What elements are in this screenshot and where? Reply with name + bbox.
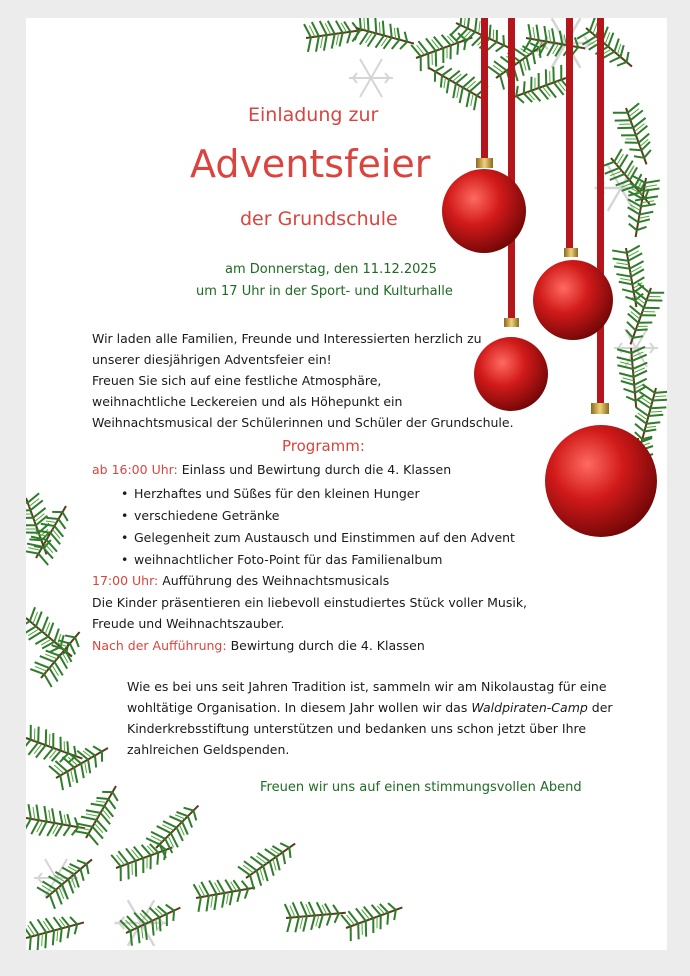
program-time: Nach der Aufführung: [92,638,227,653]
intro-line: unserer diesjährigen Adventsfeier ein! [92,352,332,367]
program-item-1 [92,459,451,480]
program-time: ab 16:00 Uhr: [92,462,178,477]
title-line-1: Einladung zur [248,104,379,126]
program-text: Bewirtung durch die 4. Klassen [230,638,425,653]
charity-line: zahlreichen Geldspenden. [127,742,290,757]
program-description: Freude und Weihnachtszauber. [92,616,285,631]
charity-text: wohltätige Organisation. In diesem Jahr wollen wir das [127,700,472,715]
list-item: • verschiedene Getränke [134,505,279,526]
invitation-page [26,18,667,950]
intro-line: Freuen Sie sich auf eine festliche Atmosphäre, [92,373,382,388]
program-item-3 [92,635,425,656]
charity-line: Kinderkrebsstiftung unterstützen und bedanken uns schon jetzt über Ihre [127,721,587,736]
list-item: • Gelegenheit zum Austausch und Einstimmen auf den Advent [134,527,515,548]
event-time-location: um 17 Uhr in der Sport- und Kulturhalle [196,284,453,299]
intro-line: Weihnachtsmusical der Schülerinnen und Schüler der Grundschule. [92,415,514,430]
ornament-ball-4 [545,403,657,537]
program-description: Die Kinder präsentieren ein liebevoll einstudiertes Stück voller Musik, [92,595,528,610]
charity-text: der [587,700,613,715]
event-date: am Donnerstag, den 11.12.2025 [225,262,437,277]
charity-name: Waldpiraten-Camp [471,700,588,715]
program-heading: Programm: [282,437,365,455]
program-text: Aufführung des Weihnachtsmusicals [162,573,390,588]
charity-line [127,697,613,718]
program-text: Einlass und Bewirtung durch die 4. Klassen [181,462,452,477]
program-item-2 [92,570,389,591]
charity-line: Wie es bei uns seit Jahren Tradition ist, sammeln wir am Nikolaustag für eine [127,679,607,694]
intro-line: Wir laden alle Familien, Freunde und Interessierten herzlich zu [92,331,482,346]
program-time: 17:00 Uhr: [92,573,159,588]
ornament-ball-3 [474,318,548,411]
list-item: • weihnachtlicher Foto-Point für das Familienalbum [134,549,442,570]
closing-line: Freuen wir uns auf einen stimmungsvollen Abend [260,780,582,795]
list-item: • Herzhaftes und Süßes für den kleinen Hunger [134,483,420,504]
title-line-3: der Grundschule [240,208,398,230]
intro-line: weihnachtliche Leckereien und als Höhepunkt ein [92,394,403,409]
page-title: Adventsfeier [190,142,431,186]
